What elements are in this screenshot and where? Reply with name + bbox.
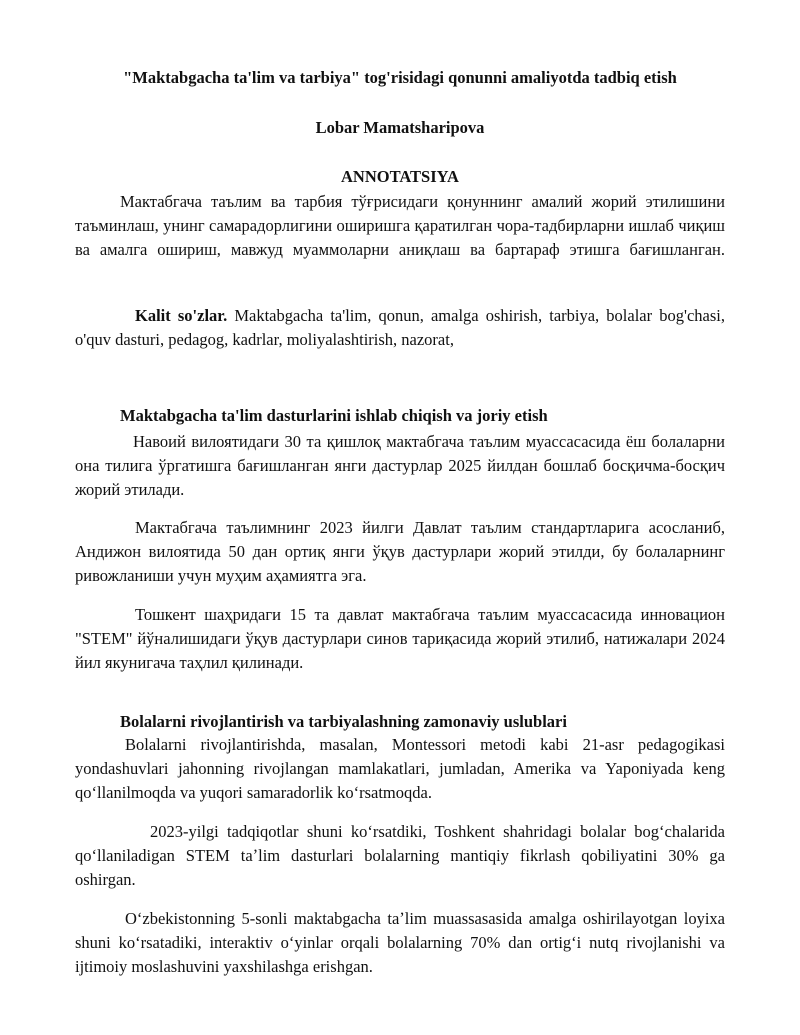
keywords-label: Kalit so'zlar.	[135, 306, 228, 325]
keywords-text: Maktabgacha ta'lim, qonun, amalga oshirish, tarbiya, bolalar bog'chasi, o'quv dasturi, pedagog, kadrlar, moliyalashtirish, nazorat,	[75, 306, 725, 349]
section2-heading: Bolalarni rivojlantirish va tarbiyalashning zamonaviy uslublari	[120, 712, 567, 731]
section2-paragraph-3: Oʻzbekistonning 5-sonli maktabgacha taʼlim muassasasida amalga oshirilayotgan loyixa shuni koʻrsatadiki, interaktiv oʻyinlar orqali bolalarning 70% dan ortigʻi nutq rivojlanishi va ijtimoiy moslashuvini yaxshilashga erishgan.	[75, 909, 725, 976]
keywords-paragraph	[75, 304, 725, 352]
section1-paragraph-1: Навоий вилоятидаги 30 та қишлоқ мактабгача таълим муассасасида ёш болаларни она тилига ўргатишга бағишланган янги дастурлар 2025 йилдан бошлаб босқичма-босқич жорий этилади.	[75, 432, 725, 499]
document-title: "Maktabgacha ta'lim va tarbiya" tog'risidagi qonunni amaliyotda tadbiq etish	[123, 68, 677, 87]
section1-heading: Maktabgacha ta'lim dasturlarini ishlab chiqish va joriy etish	[120, 406, 548, 425]
annotation-paragraph: Мактабгача таълим ва тарбия тўғрисидаги қонуннинг амалий жорий этилишини таъминлаш, унинг самарадорлигини оширишга қаратилган чора-тадбирларни ишлаб чиқиш ва амалга ошириш, мавжуд муаммоларни аниқлаш ва бартараф этишга бағишланган.	[75, 192, 725, 259]
section1-paragraph-3: Тошкент шаҳридаги 15 та давлат мактабгача таълим муассасасида инновацион "STEM" йўналишидаги ўқув дастурлари синов тариқасида жорий этилиб, натижалари 2024 йил якунигача таҳлил қилинади.	[75, 605, 725, 672]
section2-paragraph-2: 2023-yilgi tadqiqotlar shuni koʻrsatdiki, Toshkent shahridagi bolalar bogʻchalarida qoʻllaniladigan STEM taʼlim dasturlari bolalarning mantiqiy fikrlash qobiliyatini 30% ga oshirgan.	[75, 822, 725, 889]
section2-paragraph-1: Bolalarni rivojlantirishda, masalan, Montessori metodi kabi 21-asr pedagogikasi yondashuvlari jahonning rivojlangan mamlakatlari, jumladan, Amerika va Yaponiyada keng qoʻllanilmoqda va yuqori samaradorlik koʻrsatmoqda.	[75, 735, 725, 802]
annotation-heading: ANNOTATSIYA	[341, 167, 459, 186]
section1-paragraph-2: Мактабгача таълимнинг 2023 йилги Давлат таълим стандартларига асосланиб, Андижон вилоятида 50 дан ортиқ янги ўқув дастурлари жорий этилди, бу болаларнинг ривожланиши учун муҳим аҳамиятга эга.	[75, 518, 725, 585]
author-name: Lobar Mamatsharipova	[315, 118, 485, 137]
